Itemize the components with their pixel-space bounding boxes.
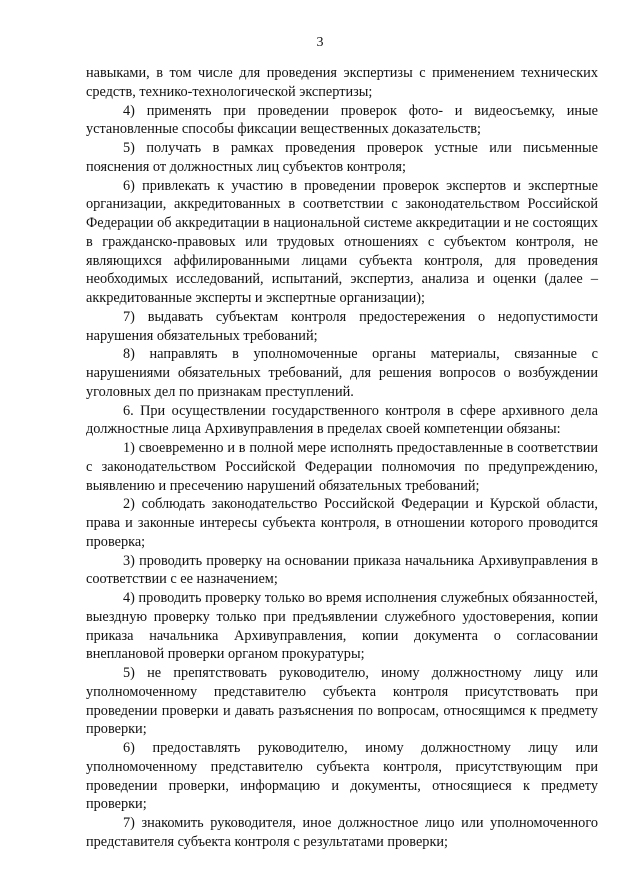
paragraph-duty-2: 2) соблюдать законодательство Российской Федерации и Курской области, права и законные интересы субъекта контроля, в отношении которого проводится проверка;	[86, 496, 598, 550]
paragraph-item-5: 5) получать в рамках проведения проверок устные или письменные пояснения от должностных лиц субъектов контроля;	[86, 140, 598, 175]
paragraph-continuation: навыками, в том числе для проведения экспертизы с применением технических средств, технико-технологической экспертизы;	[86, 65, 598, 100]
paragraph-duty-4: 4) проводить проверку только во время исполнения служебных обязанностей, выездную проверку только при предъявлении служебного удостоверения, копии приказа начальника Архивуправления, копии документа о согласовании внеплановой проверки органом прокуратуры;	[86, 590, 598, 663]
paragraph-item-4: 4) применять при проведении проверок фото- и видеосъемку, иные установленные способы фиксации вещественных доказательств;	[86, 102, 598, 138]
paragraph-duty-5: 5) не препятствовать руководителю, иному должностному лицу или уполномоченному представителю субъекта контроля присутствовать при проведении проверки и давать разъяснения по вопросам, относящимся к предмету проверки;	[86, 665, 598, 738]
paragraph-section-6: 6. При осуществлении государственного контроля в сфере архивного дела должностные лица Архивуправления в пределах своей компетенции обязаны:	[86, 402, 598, 438]
paragraph-duty-6: 6) предоставлять руководителю, иному должностному лицу или уполномоченному представителю субъекта контроля, присутствующим при проведении проверки, информацию и документы, относящиеся к предмету проверки;	[86, 740, 598, 813]
paragraph-item-6: 6) привлекать к участию в проведении проверок экспертов и экспертные организации, аккредитованных в соответствии с законодательством Российской Федерации об аккредитации в национальной системе аккредитации и не состоящих в гражданско-правовых или трудовых отношениях с субъектом контроля, не являющихся аффилированными лицами субъекта контроля, для проведения необходимых исследований, испытаний, экспертиз, анализа и оценки (далее – аккредитованные эксперты и экспертные организации);	[86, 177, 598, 306]
paragraph-duty-1: 1) своевременно и в полной мере исполнять предоставленные в соответствии с законодательством Российской Федерации полномочия по предупреждению, выявлению и пресечению нарушений обязательных требований;	[86, 440, 598, 494]
page-number: 3	[316, 35, 324, 50]
paragraph-item-8: 8) направлять в уполномоченные органы материалы, связанные с нарушениями обязательных требований, для решения вопросов о возбуждении уголовных дел по признакам преступлений.	[86, 346, 598, 400]
document-body	[86, 64, 598, 852]
paragraph-duty-7: 7) знакомить руководителя, иное должностное лицо или уполномоченного представителя субъекта контроля с результатами проверки;	[86, 815, 598, 850]
paragraph-duty-3: 3) проводить проверку на основании приказа начальника Архивуправления в соответствии с ее назначением;	[86, 552, 598, 588]
paragraph-item-7: 7) выдавать субъектам контроля предостережения о недопустимости нарушения обязательных требований;	[86, 308, 598, 344]
